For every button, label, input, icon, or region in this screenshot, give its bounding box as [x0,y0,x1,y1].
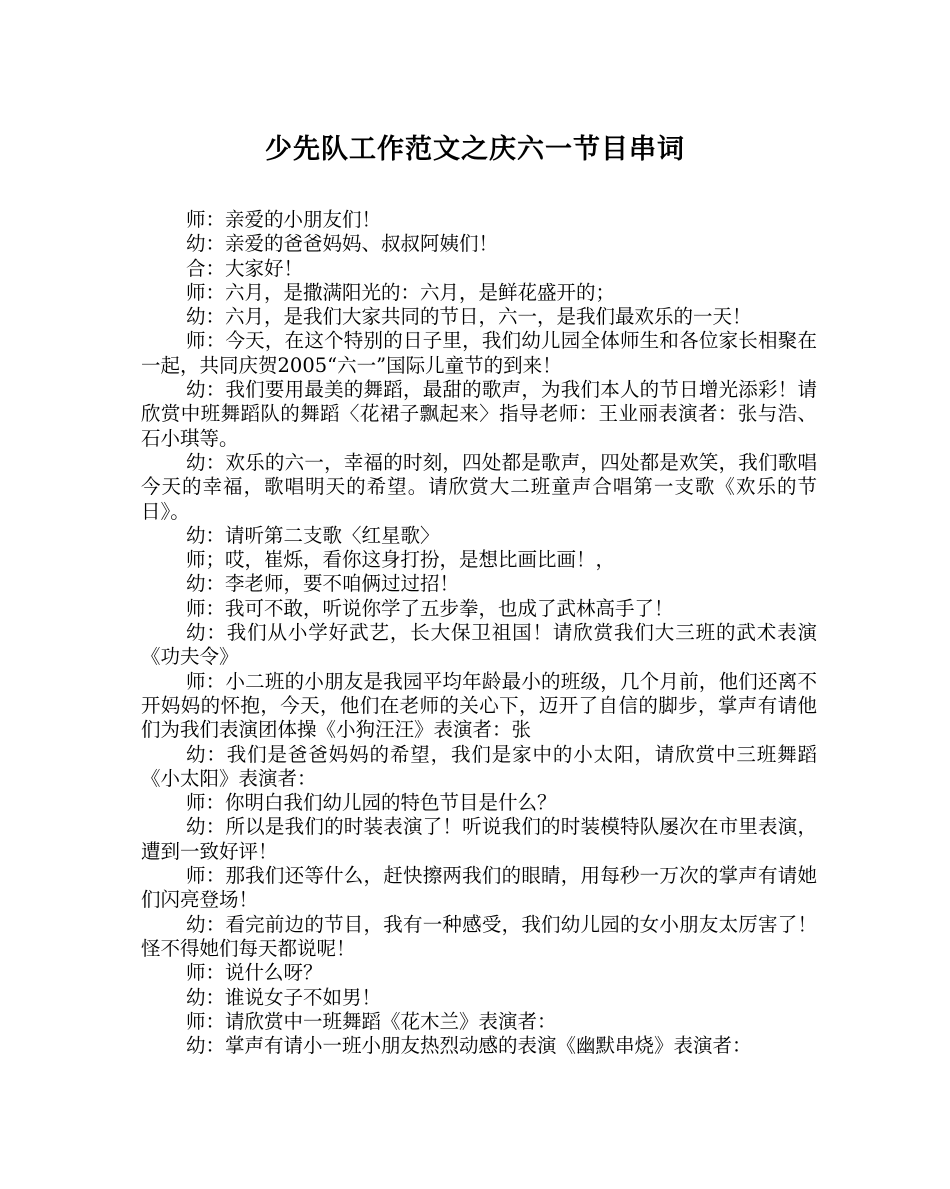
paragraph: 幼：我们从小学好武艺，长大保卫祖国！请欣赏我们大三班的武术表演《功夫令》 [141,621,817,669]
paragraph: 师：今天，在这个特别的日子里，我们幼儿园全体师生和各位家长相聚在一起，共同庆贺2005“六一”国际儿童节的到来！ [141,329,817,377]
paragraph: 师：亲爱的小朋友们！ [186,208,382,231]
paragraph: 师：我可不敢，听说你学了五步拳，也成了武林高手了！ [186,596,674,620]
paragraph: 幼：李老师，要不咱俩过过招！ [186,572,460,596]
paragraph: 幼：我们是爸爸妈妈的希望，我们是家中的小太阳，请欣赏中三班舞蹈《小太阳》表演者： [141,742,817,790]
paragraph: 合：大家好！ [186,256,304,280]
paragraph: 幼：谁说女子不如男！ [186,985,382,1009]
paragraph: 幼：看完前边的节目，我有一种感受，我们幼儿园的女小朋友太厉害了！怪不得她们每天都说呢！ [141,912,817,960]
paragraph: 幼：掌声有请小一班小朋友热烈动感的表演《幽默串烧》表演者： [186,1034,752,1058]
paragraph: 师：你明白我们幼儿园的特色节目是什么？ [186,791,557,815]
paragraph: 师：那我们还等什么，赶快擦两我们的眼睛，用每秒一万次的掌声有请她们闪亮登场！ [141,864,817,912]
document-body [141,208,817,1058]
paragraph: 幼：亲爱的爸爸妈妈、叔叔阿姨们！ [186,232,499,256]
document-title: 少先队工作范文之庆六一节目串词 [265,134,685,165]
paragraph: 师：说什么呀？ [186,961,323,985]
paragraph: 幼：所以是我们的时装表演了！听说我们的时装模特队屡次在市里表演，遭到一致好评！ [141,815,817,863]
paragraph: 幼：我们要用最美的舞蹈，最甜的歌声，为我们本人的节日增光添彩！请欣赏中班舞蹈队的舞蹈〈花裙子飘起来〉指导老师：王业丽表演者：张与浩、石小琪等。 [141,378,817,450]
paragraph: 幼：欢乐的六一，幸福的时刻，四处都是歌声，四处都是欢笑，我们歌唱今天的幸福，歌唱明天的希望。请欣赏大二班童声合唱第一支歌《欢乐的节日》。 [141,450,817,523]
paragraph: 师：六月，是撒满阳光的：六月，是鲜花盛开的； [186,280,616,304]
paragraph: 幼：六月，是我们大家共同的节日，六一，是我们最欢乐的一天！ [186,305,752,329]
paragraph: 师；哎，崔烁，看你这身打扮，是想比画比画！， [186,548,616,572]
paragraph: 师：小二班的小朋友是我园平均年龄最小的班级，几个月前，他们还离不开妈妈的怀抱，今天，他们在老师的关心下，迈开了自信的脚步，掌声有请他们为我们表演团体操《小狗汪汪》表演者：张 [141,669,817,742]
paragraph: 师：请欣赏中一班舞蹈《花木兰》表演者： [186,1009,557,1033]
paragraph: 幼：请听第二支歌〈红星歌〉 [186,523,440,547]
